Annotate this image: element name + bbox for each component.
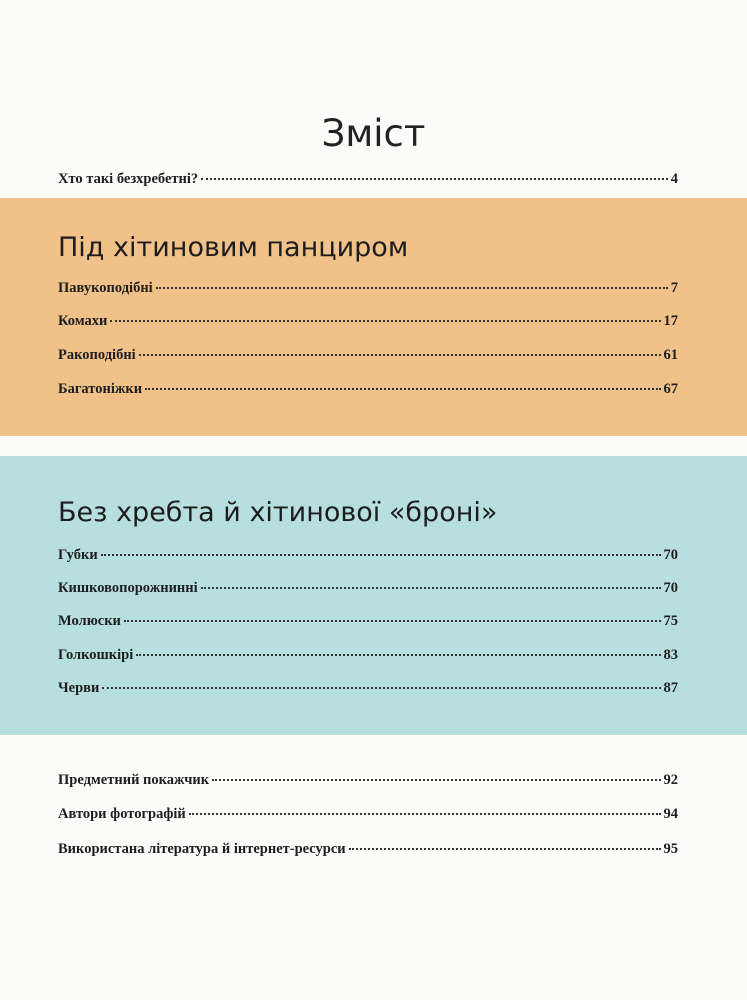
toc-entry-mollusks[interactable]	[58, 613, 678, 633]
leader-dots	[139, 354, 661, 356]
toc-entry-label: Автори фотографій	[58, 806, 186, 822]
toc-entry-echinoderms[interactable]	[58, 647, 678, 667]
leader-dots	[201, 178, 668, 180]
toc-entry-label: Багатоніжки	[58, 381, 143, 397]
leader-dots	[212, 779, 660, 781]
toc-entry-label: Молюски	[58, 613, 121, 629]
toc-entry-page: 7	[670, 280, 678, 296]
toc-entry-label: Павукоподібні	[58, 280, 153, 296]
toc-entry-page: 61	[663, 347, 678, 363]
leader-dots	[124, 620, 661, 622]
toc-entry-page: 4	[670, 171, 678, 187]
toc-entry-sponges[interactable]	[58, 547, 678, 567]
leader-dots	[156, 287, 668, 289]
toc-entry-label: Черви	[58, 680, 100, 696]
page-title: Зміст	[321, 112, 426, 155]
toc-entry-label: Губки	[58, 547, 98, 563]
toc-entry-page: 67	[663, 381, 678, 397]
toc-entry-page: 83	[663, 647, 678, 663]
toc-entry-label: Голкошкірі	[58, 647, 134, 663]
toc-entry-page: 92	[663, 772, 678, 788]
leader-dots	[145, 388, 660, 390]
leader-dots	[349, 848, 661, 850]
toc-entry-label: Ракоподібні	[58, 347, 136, 363]
toc-entry-arachnids[interactable]	[58, 280, 678, 300]
toc-entry-intro[interactable]	[58, 171, 678, 191]
toc-entry-page: 94	[663, 806, 678, 822]
toc-entry-label: Комахи	[58, 313, 108, 329]
toc-entry-page: 70	[663, 547, 678, 563]
toc-entry-label: Предметний покажчик	[58, 772, 210, 788]
toc-entry-insects[interactable]	[58, 313, 678, 333]
toc-entry-cnidarians[interactable]	[58, 580, 678, 600]
leader-dots	[136, 654, 660, 656]
leader-dots	[110, 320, 660, 322]
toc-entry-page: 75	[663, 613, 678, 629]
toc-entry-label: Використана література й інтернет-ресурси	[58, 841, 346, 857]
toc-entry-photo-authors[interactable]	[58, 806, 678, 826]
section-title-no-armor: Без хребта й хітинової «броні»	[58, 497, 498, 528]
leader-dots	[189, 813, 661, 815]
section-title-chitin: Під хітиновим панциром	[58, 232, 409, 263]
toc-entry-subject-index[interactable]	[58, 772, 678, 792]
toc-entry-references[interactable]	[58, 841, 678, 861]
toc-entry-label: Хто такі безхребетні?	[58, 171, 199, 187]
toc-entry-crustaceans[interactable]	[58, 347, 678, 367]
toc-entry-label: Кишковопорожнинні	[58, 580, 198, 596]
toc-entry-page: 70	[663, 580, 678, 596]
leader-dots	[201, 587, 661, 589]
leader-dots	[101, 554, 661, 556]
toc-entry-page: 87	[663, 680, 678, 696]
toc-entry-page: 95	[663, 841, 678, 857]
toc-entry-myriapods[interactable]	[58, 381, 678, 401]
toc-entry-page: 17	[663, 313, 678, 329]
leader-dots	[102, 687, 660, 689]
toc-entry-worms[interactable]	[58, 680, 678, 700]
